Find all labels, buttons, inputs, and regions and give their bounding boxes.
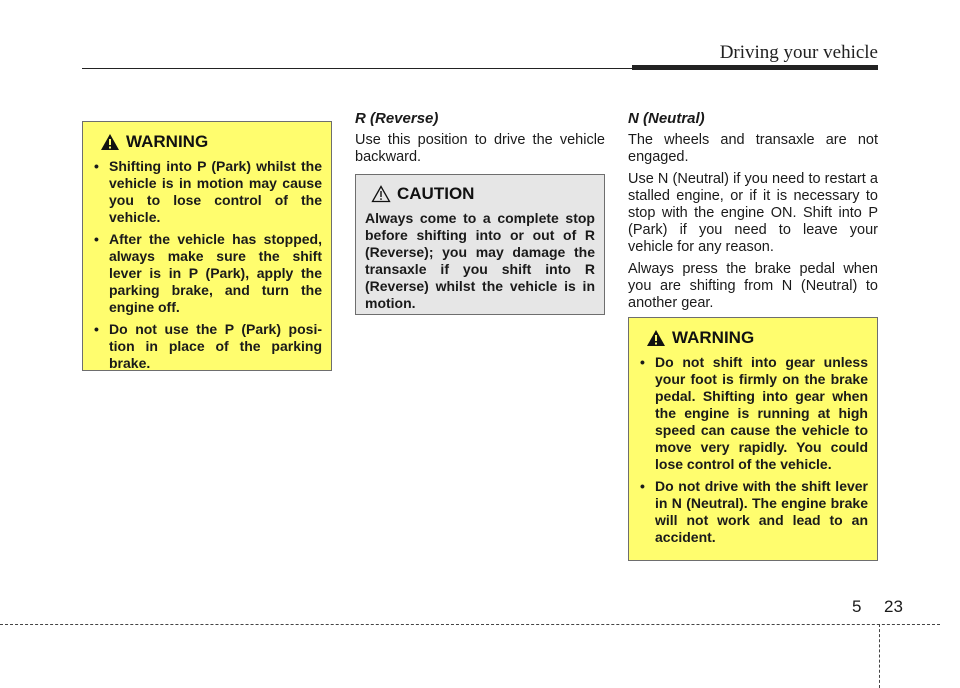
warning-list: [638, 354, 868, 546]
list-item-text: After the vehicle has stopped, always make sure the shift lever is in P (Park), apply the parking brake, and turn the engine off.: [109, 231, 322, 315]
neutral-heading: N (Neutral): [628, 110, 705, 127]
warning-heading-text: WARNING: [672, 328, 755, 347]
page-number: 23: [884, 597, 903, 616]
list-item: [92, 158, 322, 226]
list-item: [92, 231, 322, 316]
warning-box-neutral: [628, 317, 878, 561]
caution-body: Always come to a complete stop before shifting into or out of R (Reverse); you may damage the transaxle if you shift into R (Reverse) whilst the vehicle is in motion.: [365, 210, 595, 311]
neutral-paragraph: The wheels and transaxle are not engaged.: [628, 132, 878, 165]
bullet: •: [94, 158, 99, 174]
footer-rule: [0, 624, 940, 625]
list-item-text: Do not shift into gear unless your foot is firmly on the brake pedal. Shifting into gear when the engine is running at high speed can cause the vehicle to move very rapidly. You could lose control of the vehicle.: [655, 354, 868, 472]
neutral-section: [628, 110, 878, 317]
list-item: [638, 478, 868, 546]
warning-list: [92, 158, 322, 372]
warning-heading-text: WARNING: [126, 132, 209, 151]
caution-heading-text: CAUTION: [397, 184, 475, 203]
list-item-text: Do not drive with the shift lever in N (Neutral). The engine brake will not work and lead to an accident.: [655, 478, 868, 545]
caution-box-reverse: [355, 174, 605, 315]
warning-heading: [638, 328, 868, 348]
caution-heading: [365, 184, 595, 204]
bullet: •: [94, 321, 99, 337]
bullet: •: [94, 231, 99, 247]
list-item: [92, 321, 322, 372]
reverse-heading: R (Reverse): [355, 110, 439, 127]
list-item-text: Do not use the P (Park) posi-tion in place of the parking brake.: [109, 321, 322, 371]
neutral-paragraph: Always press the brake pedal when you are shifting from N (Neutral) to another gear.: [628, 261, 878, 311]
neutral-paragraph: Use N (Neutral) if you need to restart a stalled engine, or if it is necessary to stop with the engine ON. Shift into P (Park) if you need to leave your vehicle for any reason.: [628, 171, 878, 255]
list-item: [638, 354, 868, 473]
chapter-number: 5: [852, 597, 862, 616]
footer-divider: [879, 624, 880, 688]
bullet: •: [640, 354, 645, 370]
running-header: Driving your vehicle: [719, 42, 878, 63]
caution-triangle-icon: [371, 185, 391, 203]
reverse-section: [355, 110, 605, 171]
header-accent-bar: [632, 65, 878, 70]
warning-box-park: [82, 121, 332, 371]
warning-triangle-icon: [100, 133, 120, 151]
bullet: •: [640, 478, 645, 494]
list-item-text: Shifting into P (Park) whilst the vehicle is in motion may cause you to lose control of the vehicle.: [109, 158, 322, 225]
warning-triangle-icon: [646, 329, 666, 347]
warning-heading: [92, 132, 322, 152]
reverse-body: Use this position to drive the vehicle backward.: [355, 132, 605, 165]
